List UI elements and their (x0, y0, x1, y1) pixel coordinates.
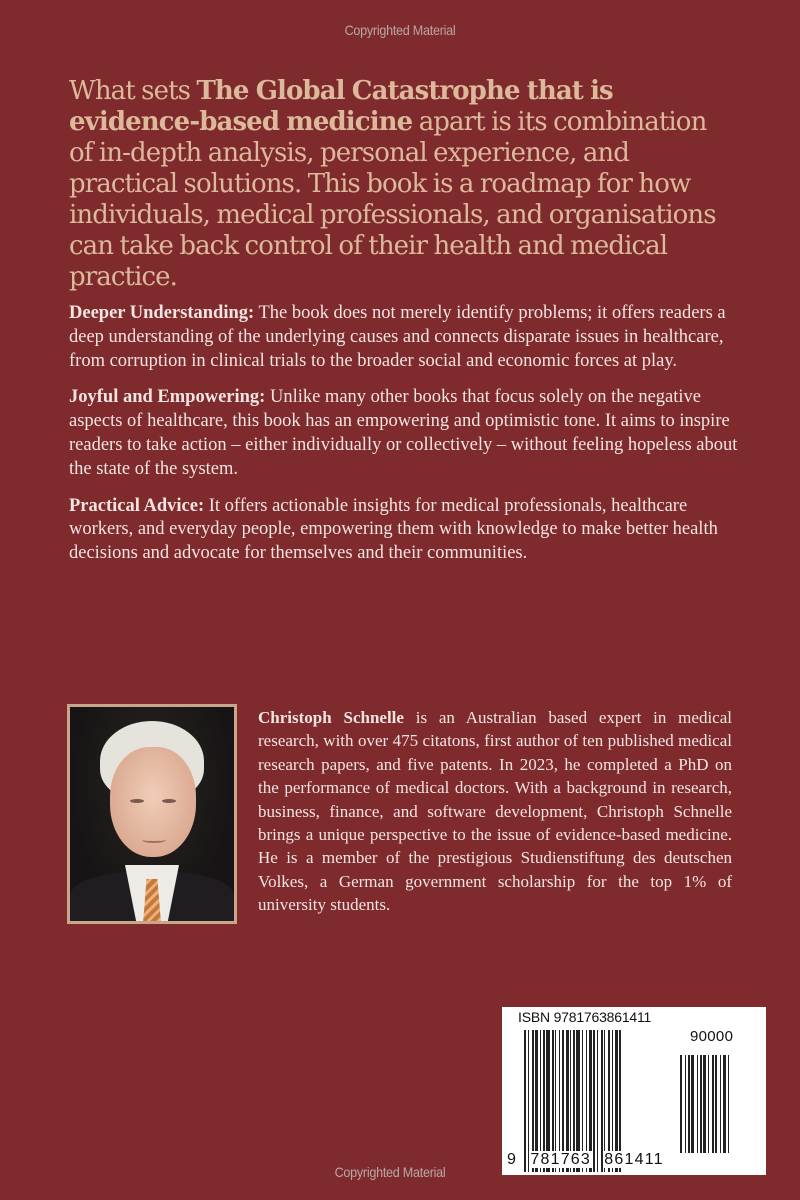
author-name: Christoph Schnelle (258, 708, 404, 727)
feature-heading: Practical Advice: (69, 495, 205, 516)
author-bio-text: is an Australian based expert in medical research, with over 475 citatons, first author of ten published medical research papers, and five patents. In 2023, he completed a PhD on the performance of medical doctors. With a background in research, business, finance, and software development, Christoph Schnelle brings a unique perspective to the issue of evidence-based medicine. He is a member of the prestigious Studienstiftung des deutschen Volkes, a German government scholarship for the top 1% of university students. (258, 708, 732, 915)
author-photo-frame (67, 704, 237, 924)
copyright-watermark-bottom: Copyrighted Material (334, 1164, 446, 1180)
intro-prefix: What sets (69, 76, 197, 106)
feature-text: Unlike many other books that focus solely on the negative aspects of healthcare, this book has an empowering and optimistic tone. It aims to inspire readers to take action – either individually or collectively – without feeling hopeless about the state of the system. (69, 387, 738, 479)
intro-paragraph (69, 76, 729, 293)
isbn-label: ISBN 9781763861411 (518, 1009, 652, 1025)
feature-practical-advice (69, 495, 749, 566)
barcode-digit-group1: 781763 (530, 1151, 591, 1168)
barcode-digit-first: 9 (507, 1151, 518, 1168)
barcode-addon-number: 90000 (690, 1028, 734, 1045)
intro-suffix: apart is its combination of in-depth analysis, personal experience, and practical solutions. This book is a roadmap for how individuals, medical professionals, and organisations can take back control of their health and medical practice. (69, 107, 716, 292)
feature-joyful-empowering (69, 386, 749, 481)
feature-heading: Deeper Understanding: (69, 303, 255, 323)
eye-shape (162, 799, 176, 803)
feature-text: It offers actionable insights for medical professionals, healthcare workers, and everyday people, empowering them with knowledge to make better health decisions and advocate for themselves and their communities. (69, 495, 718, 564)
copyright-watermark-top: Copyrighted Material (344, 22, 456, 38)
feature-deeper-understanding (69, 302, 749, 373)
isbn-barcode (502, 1007, 766, 1175)
feature-text: The book does not merely identify problems; it offers readers a deep understanding of the underlying causes and connects disparate issues in healthcare, from corruption in clinical trials to the broader social and economic forces at play. (69, 303, 726, 371)
book-title: The Global Catastrophe that is evidence-based medicine (69, 76, 613, 137)
author-bio (258, 706, 732, 917)
eye-shape (130, 799, 144, 803)
barcode-bars-addon (680, 1055, 764, 1153)
barcode-digit-group2: 861411 (604, 1151, 664, 1168)
author-photo (70, 707, 234, 921)
mouth-shape (142, 837, 166, 843)
feature-heading: Joyful and Empowering: (69, 387, 266, 408)
features-list (69, 302, 749, 579)
